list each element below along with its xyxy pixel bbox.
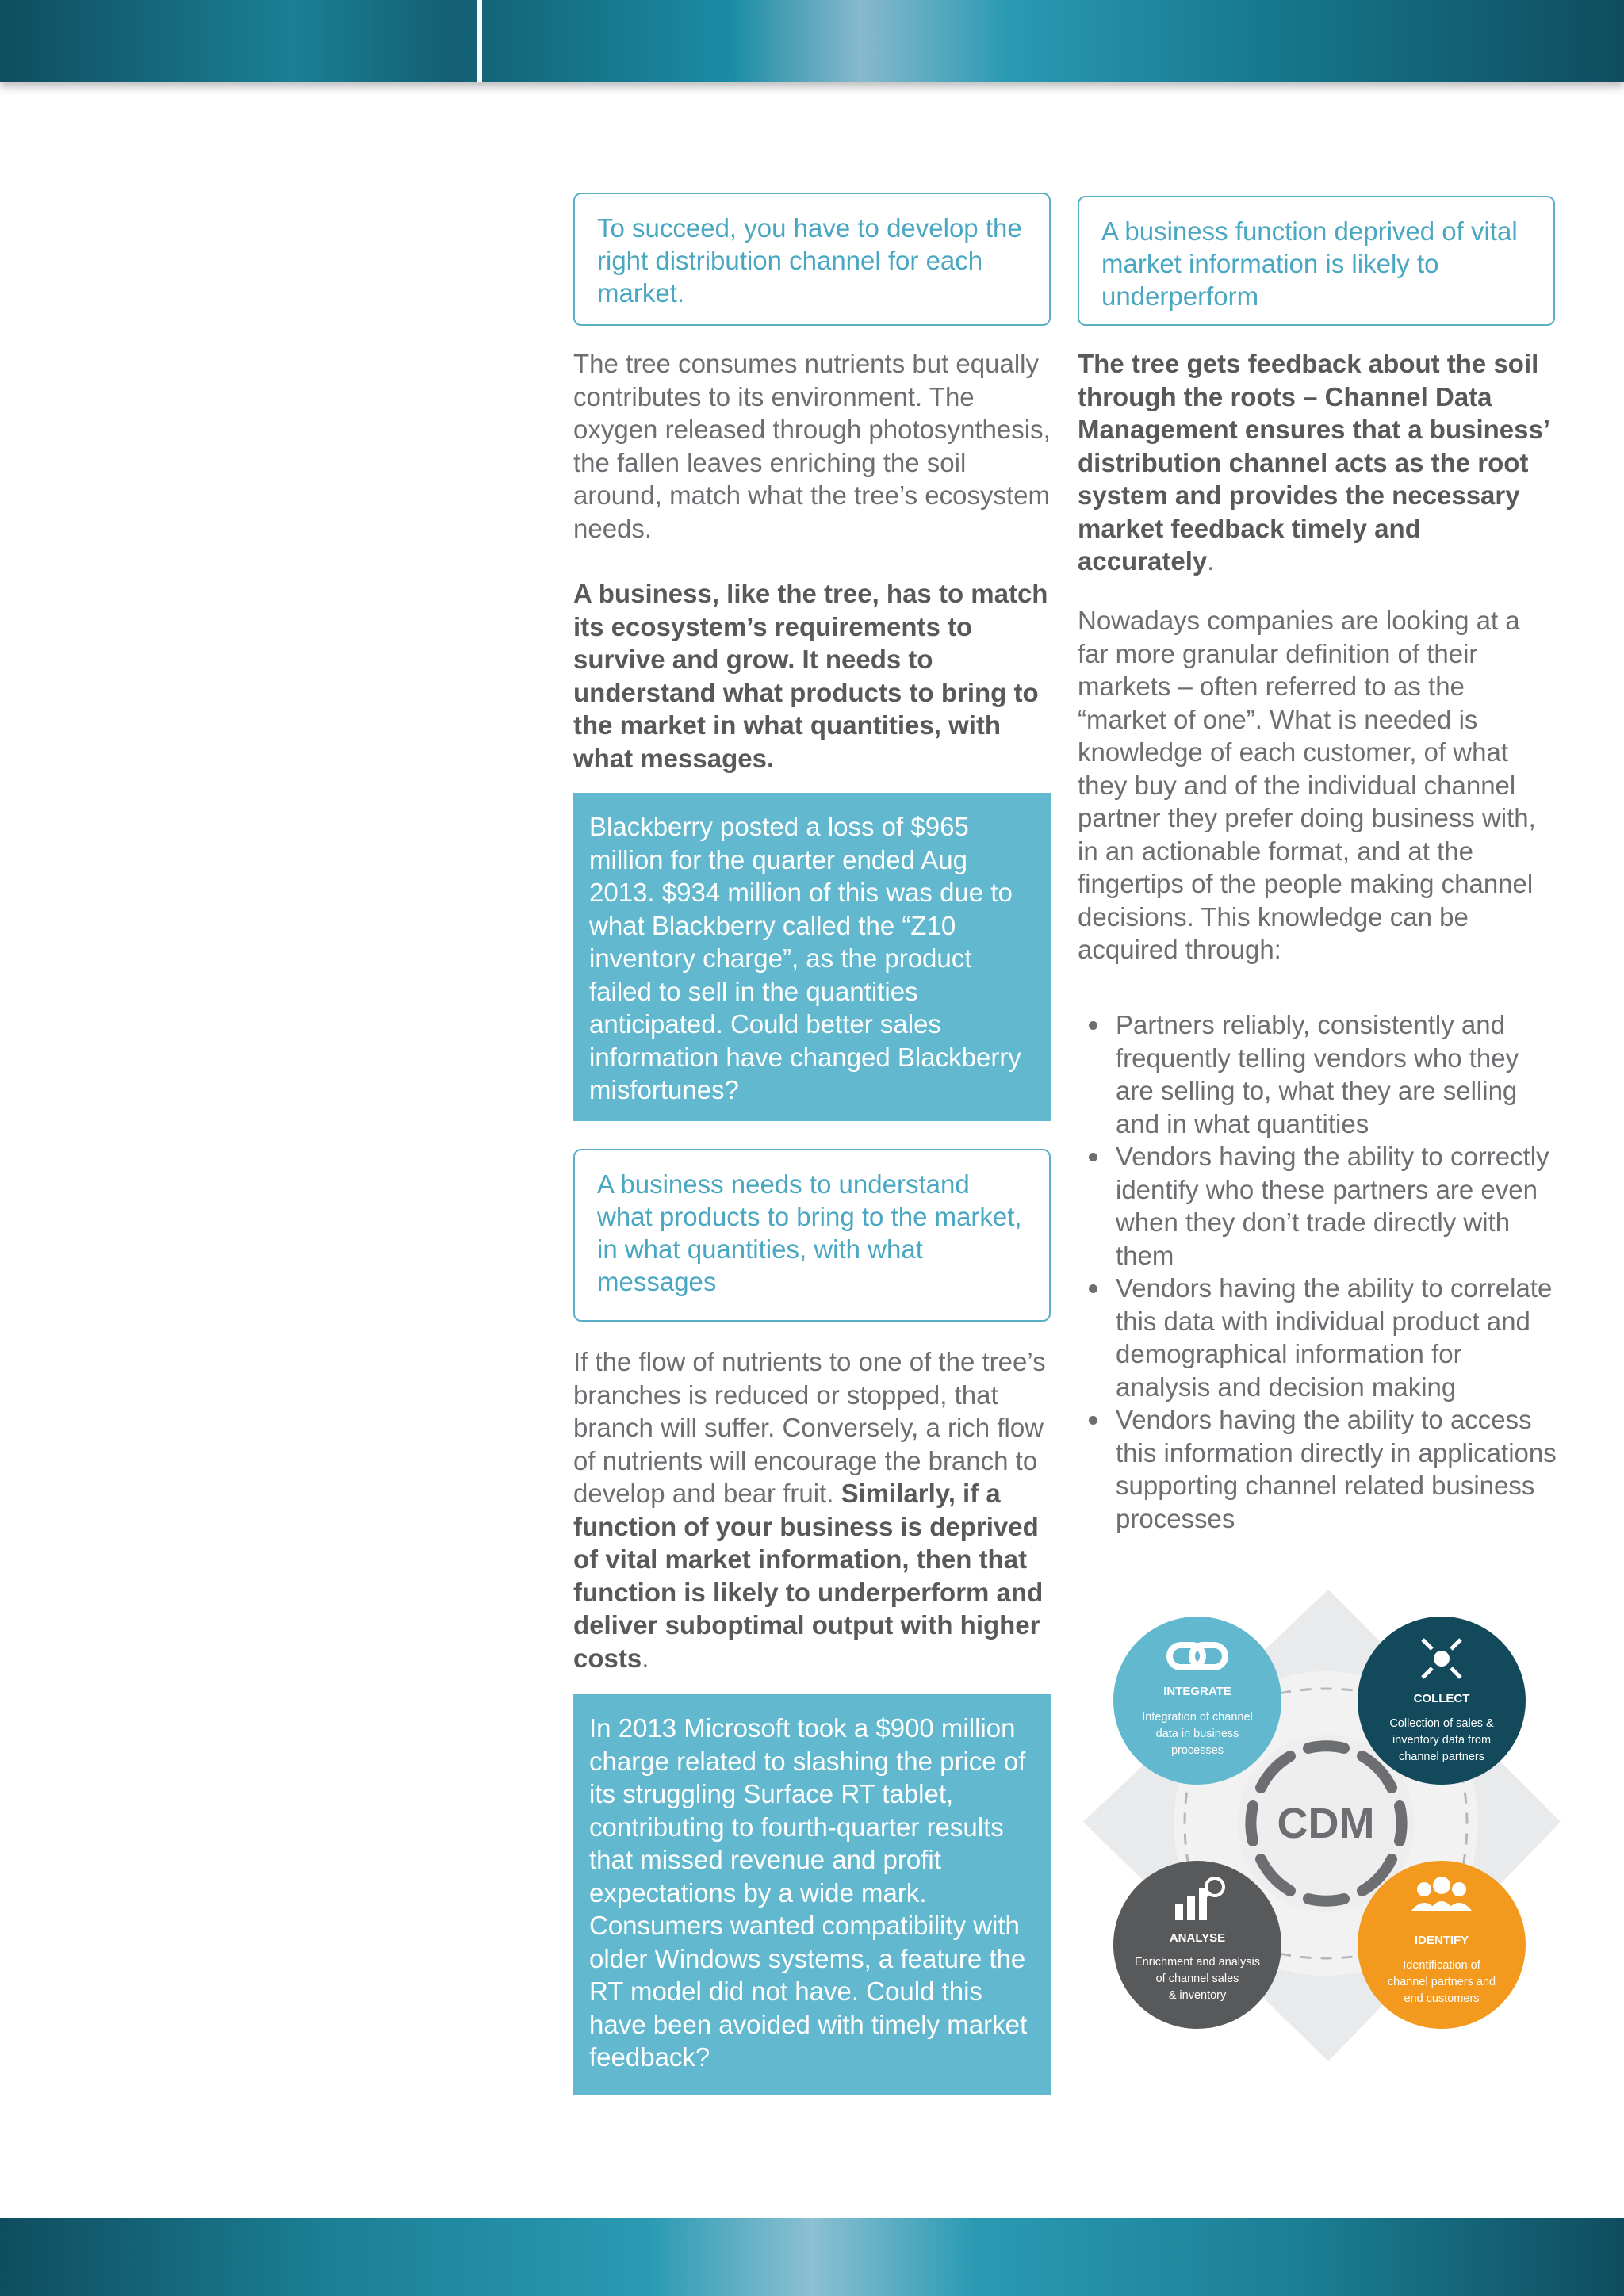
nutrient-flow-paragraph bbox=[573, 1345, 1057, 1674]
analyse-desc-2: of channel sales bbox=[1155, 1973, 1239, 1985]
collect-desc-2: inventory data from bbox=[1392, 1734, 1492, 1747]
cdm-diagram bbox=[1078, 1586, 1570, 2069]
root-system-paragraph bbox=[1078, 347, 1561, 578]
footer-band bbox=[0, 2218, 1624, 2296]
collect-desc-1: Collection of sales & bbox=[1389, 1717, 1494, 1730]
nutrient-flow-bold: Similarly, if a function of your business is deprived of vital market information, then that function is likely to underperform and deliver suboptimal output with higher costs bbox=[573, 1479, 1044, 1673]
integrate-desc-2: data in business bbox=[1155, 1728, 1239, 1740]
callout-products-quantities: A business needs to understand what products to bring to the market, in what quantities, with what messages bbox=[573, 1149, 1051, 1322]
collect-title: COLLECT bbox=[1413, 1692, 1470, 1705]
integrate-desc-3: processes bbox=[1170, 1744, 1224, 1757]
tree-ecosystem-paragraph: The tree consumes nutrients but equally contributes to its environment. The oxygen released through photosynthesis, the fallen leaves enriching the soil around, match what the tree’s ecosystem needs. bbox=[573, 349, 1051, 543]
microsoft-case-box: In 2013 Microsoft took a $900 million charge related to slashing the price of its struggling Surface RT tablet, contributing to fourth-quarter results that missed revenue and profit expectations by a wide mark. Consumers wanted compatibility with older Windows systems, a feature the RT model did not have. Could this have been avoided with timely market feedback? bbox=[573, 1694, 1051, 2095]
callout-vital-market-information: A business function deprived of vital market information is likely to underperform bbox=[1078, 196, 1555, 326]
knowledge-bullet-list bbox=[1078, 1008, 1557, 1535]
bullet-item: Vendors having the ability to correlate this data with individual product and demographical information for analysis and decision making bbox=[1078, 1272, 1557, 1403]
integrate-desc-1: Integration of channel bbox=[1142, 1711, 1253, 1724]
analyse-title: ANALYSE bbox=[1169, 1931, 1226, 1945]
market-of-one-paragraph: Nowadays companies are looking at a far more granular definition of their markets – often referred to as the “market of one”. What is needed is knowledge of each customer, of what they buy and of the individual channel partner they prefer doing business with, in an actionable format, and at the fingertips of the people making channel decisions. This knowledge can be acquired through: bbox=[1078, 606, 1536, 964]
bullet-item: Partners reliably, consistently and frequently telling vendors who they are selling to, what they are selling and in what quantities bbox=[1078, 1008, 1557, 1140]
integrate-title: INTEGRATE bbox=[1163, 1685, 1231, 1698]
integrate-circle bbox=[1113, 1617, 1281, 1785]
identify-title: IDENTIFY bbox=[1414, 1934, 1469, 1947]
blackberry-case-box: Blackberry posted a loss of $965 million for the quarter ended Aug 2013. $934 million of this was due to what Blackberry called the “Z10 inventory charge”, as the product failed to sell in the quantities anticipated. Could better sales information have changed Blackberry misfortunes? bbox=[573, 793, 1051, 1121]
analyse-circle bbox=[1113, 1861, 1281, 2029]
root-system-end: . bbox=[1207, 546, 1215, 576]
business-ecosystem-paragraph: A business, like the tree, has to match its ecosystem’s requirements to survive and grow. It needs to understand what products to bring to the market in what quantities, with what messages. bbox=[573, 579, 1048, 773]
callout-distribution-channel: To succeed, you have to develop the right distribution channel for each market. bbox=[573, 193, 1051, 326]
header-divider bbox=[477, 0, 482, 82]
header-band bbox=[0, 0, 1624, 82]
bullet-item: Vendors having the ability to correctly identify who these partners are even when they don’t trade directly with them bbox=[1078, 1140, 1557, 1272]
analyse-desc-1: Enrichment and analysis bbox=[1135, 1956, 1260, 1969]
collect-desc-3: channel partners bbox=[1398, 1751, 1485, 1763]
nutrient-flow-end: . bbox=[642, 1643, 649, 1673]
nutrient-flow-text: If the flow of nutrients to one of the tree’s branches is reduced or stopped, that branch will suffer. Conversely, a rich flow of nutrients will encourage the branch to develop and bear fruit. bbox=[573, 1347, 1046, 1508]
identify-desc-2: channel partners and bbox=[1387, 1976, 1496, 1988]
identify-desc-3: end customers bbox=[1404, 1992, 1480, 2005]
cdm-center-label: CDM bbox=[1277, 1800, 1375, 1847]
identify-desc-1: Identification of bbox=[1403, 1959, 1480, 1972]
analyse-desc-3: & inventory bbox=[1168, 1989, 1227, 2002]
root-system-bold: The tree gets feedback about the soil through the roots – Channel Data Management ensures that a business’ distribution channel acts as the root system and provides the necessary market feedback timely and accurately bbox=[1078, 349, 1549, 576]
bullet-item: Vendors having the ability to access this information directly in applications supporting channel related business processes bbox=[1078, 1403, 1557, 1535]
